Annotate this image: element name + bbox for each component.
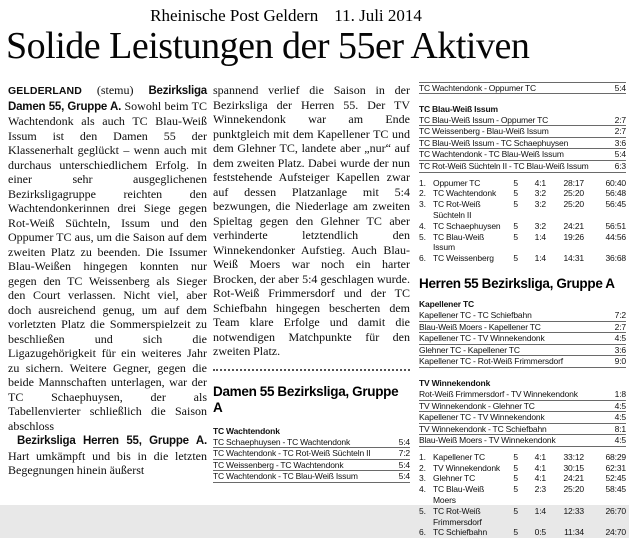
match-row xyxy=(419,389,626,401)
match-score: 2:7 xyxy=(614,126,626,137)
dateline-credit: (stemu) xyxy=(96,83,134,97)
match-row xyxy=(419,356,626,368)
match-pairing: TC Weissenberg - TC Wachtendonk xyxy=(213,459,344,470)
paragraph-herren xyxy=(8,433,207,478)
damen-standings-table xyxy=(419,178,626,264)
article-column-2 xyxy=(213,83,410,505)
standings-sets: 56:48 xyxy=(605,188,626,199)
standings-matchpoints: 11:34 xyxy=(564,527,584,538)
standings-matchpoints: 33:12 xyxy=(563,451,584,462)
standings-team: Kapellener TC xyxy=(433,451,486,462)
match-pairing: TC Blau-Weiß Issum - TC Schaephuysen xyxy=(419,137,569,148)
standings-pos: 3. xyxy=(419,473,426,484)
team-subhead-winnekendonk: TV Winnekendonk xyxy=(419,377,491,388)
dotted-separator xyxy=(213,369,410,371)
standings-sets: 56:45 xyxy=(605,199,626,210)
standings-row xyxy=(419,527,626,538)
section-title-herren: Bezirksliga Herren 55, Gruppe A. xyxy=(17,435,207,447)
standings-played: 5 xyxy=(513,177,518,188)
match-row xyxy=(419,322,626,334)
standings-row xyxy=(419,199,626,221)
match-pairing: Kapellener TC - Rot-Weiß Frimmersdorf xyxy=(419,356,564,367)
section-body-damen: Sowohl beim TC Wachtendonk als auch TC Blau-Weiß Issum ist den Damen 55 der Klassenerhalt geglückt – wenn auch mit durchaus unterschiedlichem Erfolg. In einer sehr ausgeglichenen Bezirksligagruppe reichten den Wachtendonkerinnen drei Siege gegen Rot-Weiß Süchteln, Issum und den Oppumer TC aus, um die Saison auf dem zweiten Platz zu beenden. Die Issumer Blau-Weißen hingegen konnten nur gegen den TC Weissenberg als Sieger den Court verlassen. Nicht viel, aber doch ausreichend genug, um auf dem vorletzten Platz die Sommerspielzeit zu beschließen und sich die Ligazugehörigkeit für ein weiteres Jahr zu sichern. Weitere Gegner, gegen die beide Mannschaften unterlagen, war der TC Schaephuysen, der als Tabellenvierter schließlich die Saison abschloss xyxy=(8,98,207,433)
team-subhead-issum: TC Blau-Weiß Issum xyxy=(419,103,498,114)
match-pairing: Blau-Weiß Moers - TV Winnekendonk xyxy=(419,435,556,446)
match-row xyxy=(419,126,626,138)
standings-points: 1:4 xyxy=(534,505,546,516)
match-score: 5:4 xyxy=(614,149,626,160)
standings-row xyxy=(419,253,626,264)
standings-matchpoints: 30:15 xyxy=(563,462,584,473)
damen-issum-results xyxy=(419,104,626,173)
standings-points: 4:1 xyxy=(534,451,546,462)
herren-winnekendonk-results xyxy=(419,378,626,447)
match-row xyxy=(419,115,626,127)
match-score: 4:5 xyxy=(614,333,626,344)
standings-pos: 1. xyxy=(419,177,426,188)
herren-standings-table xyxy=(419,452,626,538)
standings-sets: 62:31 xyxy=(605,462,626,473)
standings-matchpoints: 24:21 xyxy=(563,220,584,231)
match-row xyxy=(419,333,626,345)
standings-row xyxy=(419,463,626,474)
herren-kapellen-results xyxy=(419,299,626,368)
standings-played: 5 xyxy=(513,231,518,242)
standings-points: 4:1 xyxy=(534,462,546,473)
standings-matchpoints: 25:20 xyxy=(563,484,584,495)
standings-matchpoints: 12:33 xyxy=(563,505,584,516)
match-score: 7:2 xyxy=(398,448,410,459)
standings-row xyxy=(419,452,626,463)
standings-matchpoints: 14:31 xyxy=(563,253,584,264)
match-pairing: Kapellener TC - TC Schiefbahn xyxy=(419,309,532,320)
herren-results-heading: Herren 55 Bezirksliga, Gruppe A xyxy=(419,275,615,291)
standings-points: 3:2 xyxy=(534,188,546,199)
standings-pos: 1. xyxy=(419,451,426,462)
dateline-location: GELDERLAND xyxy=(8,85,82,97)
standings-played: 5 xyxy=(513,188,518,199)
match-row xyxy=(419,161,626,173)
match-pairing: TC Schaephuysen - TC Wachtendonk xyxy=(213,436,351,447)
masthead-date: 11. Juli 2014 xyxy=(334,6,422,25)
match-score: 5:4 xyxy=(398,471,410,482)
standings-pos: 5. xyxy=(419,505,426,516)
standings-team: TC Blau-Weiß Moers xyxy=(433,484,485,506)
standings-played: 5 xyxy=(513,253,518,264)
standings-sets: 24:70 xyxy=(605,527,626,538)
standings-sets: 60:40 xyxy=(605,177,626,188)
masthead xyxy=(0,6,572,26)
standings-pos: 4. xyxy=(419,484,426,495)
standings-team: Oppumer TC xyxy=(433,177,481,188)
standings-sets: 26:70 xyxy=(605,505,626,516)
match-row xyxy=(419,435,626,447)
match-score: 2:7 xyxy=(614,114,626,125)
standings-pos: 4. xyxy=(419,220,426,231)
standings-row xyxy=(419,484,626,506)
standings-sets: 56:51 xyxy=(605,220,626,231)
standings-played: 5 xyxy=(513,484,518,495)
results-column-3 xyxy=(419,82,626,538)
match-pairing: TV Winnekendonk - TC Schiefbahn xyxy=(419,423,547,434)
standings-team: TC Weissenberg xyxy=(433,253,494,264)
match-row xyxy=(419,82,626,94)
standings-team: Glehner TC xyxy=(433,473,476,484)
match-row xyxy=(213,437,410,449)
standings-points: 0:5 xyxy=(534,527,546,538)
article-headline: Solide Leistungen der 55er Aktiven xyxy=(6,25,530,67)
match-row xyxy=(213,448,410,460)
standings-sets: 68:29 xyxy=(605,451,626,462)
standings-points: 4:1 xyxy=(534,177,546,188)
match-row xyxy=(213,471,410,483)
standings-matchpoints: 28:17 xyxy=(563,177,584,188)
match-score: 2:7 xyxy=(614,321,626,332)
standings-played: 5 xyxy=(513,199,518,210)
standings-row xyxy=(419,221,626,232)
standings-played: 5 xyxy=(513,473,518,484)
standings-points: 1:4 xyxy=(534,231,546,242)
match-pairing: TC Blau-Weiß Issum - Oppumer TC xyxy=(419,114,549,125)
match-pairing: TC Wachtendonk - TC Blau-Weiß Issum xyxy=(419,149,564,160)
match-score: 3:6 xyxy=(614,137,626,148)
match-score: 3:6 xyxy=(614,344,626,355)
standings-sets: 44:56 xyxy=(605,231,626,242)
standings-played: 5 xyxy=(513,451,518,462)
match-row xyxy=(419,424,626,436)
match-row xyxy=(419,310,626,322)
match-pairing: TC Rot-Weiß Süchteln II - TC Blau-Weiß Issum xyxy=(419,160,589,171)
standings-team: TC Blau-Weiß Issum xyxy=(433,231,485,253)
standings-row xyxy=(419,232,626,254)
match-pairing: Glehner TC - Kapellener TC xyxy=(419,344,520,355)
match-score: 5:4 xyxy=(614,83,626,93)
standings-matchpoints: 19:26 xyxy=(563,231,584,242)
standings-pos: 6. xyxy=(419,527,426,538)
standings-points: 2:3 xyxy=(534,484,546,495)
match-score: 4:5 xyxy=(614,412,626,423)
match-row xyxy=(419,401,626,413)
match-pairing: Blau-Weiß Moers - Kapellener TC xyxy=(419,321,541,332)
team-subhead-kapellen: Kapellener TC xyxy=(419,298,475,309)
standings-points: 1:4 xyxy=(534,253,546,264)
match-row xyxy=(419,149,626,161)
match-pairing: Rot-Weiß Frimmersdorf - TV Winnekendonk xyxy=(419,388,578,399)
standings-played: 5 xyxy=(513,527,518,538)
standings-team: TC Wachtendonk xyxy=(433,188,497,199)
standings-pos: 6. xyxy=(419,253,426,264)
standings-row xyxy=(419,178,626,189)
standings-played: 5 xyxy=(513,220,518,231)
standings-played: 5 xyxy=(513,505,518,516)
match-pairing: TC Weissenberg - Blau-Weiß Issum xyxy=(419,126,549,137)
standings-matchpoints: 25:20 xyxy=(563,199,584,210)
standings-sets: 36:68 xyxy=(605,253,626,264)
article-column-1 xyxy=(8,83,207,503)
standings-sets: 58:45 xyxy=(605,484,626,495)
standings-team: TC Schiefbahn xyxy=(433,527,488,538)
match-pairing: TC Wachtendonk - TC Blau-Weiß Issum xyxy=(213,471,358,482)
standings-points: 3:2 xyxy=(534,220,546,231)
damen-results-heading: Damen 55 Bezirksliga, Gruppe A xyxy=(213,383,399,415)
damen-wachtendonk-results xyxy=(213,426,410,483)
match-row xyxy=(419,412,626,424)
match-score: 4:5 xyxy=(614,435,626,446)
match-pairing: TC Wachtendonk - Oppumer TC xyxy=(419,83,537,93)
section-title-damen: Bezirksliga Damen 55, Gruppe A. xyxy=(8,85,207,113)
standings-matchpoints: 25:20 xyxy=(563,188,584,199)
match-score: 9:0 xyxy=(614,356,626,367)
standings-played: 5 xyxy=(513,462,518,473)
match-pairing: TV Winnekendonk - Glehner TC xyxy=(419,400,535,411)
match-score: 6:3 xyxy=(614,160,626,171)
standings-points: 4:1 xyxy=(534,473,546,484)
match-pairing: TC Wachtendonk - TC Rot-Weiß Süchteln II xyxy=(213,448,371,459)
match-score: 7:2 xyxy=(614,309,626,320)
standings-row xyxy=(419,473,626,484)
standings-matchpoints: 24:21 xyxy=(563,473,584,484)
match-score: 8:1 xyxy=(614,423,626,434)
match-score: 5:4 xyxy=(398,459,410,470)
standings-team: TC Rot-Weiß Süchteln II xyxy=(433,199,481,220)
standings-team: TV Winnekendonk xyxy=(433,462,501,473)
standings-pos: 2. xyxy=(419,462,426,473)
match-score: 4:5 xyxy=(614,400,626,411)
match-row xyxy=(213,460,410,472)
match-pairing: Kapellener TC - TV Winnekendonk xyxy=(419,333,545,344)
paragraph-damen xyxy=(8,83,207,433)
masthead-source: Rheinische Post Geldern xyxy=(150,6,319,25)
team-subhead-wachtendonk: TC Wachtendonk xyxy=(213,425,280,436)
standings-pos: 3. xyxy=(419,199,426,210)
standings-team: TC Rot-Weiß Frimmersdorf xyxy=(433,505,482,527)
paragraph-herren-continued: spannend verlief die Saison in der Bezirksliga der Herren 55. Der TV Winnekendonk war am Ende punktgleich mit dem Kapellener TC und dem Glehner TC, landete aber „nur“ auf dem zweiten Platz. Dabei wurde der nun feststehende Aufsteiger Kapellen zwar auf dessen Platzanlage mit 5:4 bezwungen, die Niederlage am zweiten Spieltag gegen den Glehner TC aber verhinderte letztendlich den Winnekendonker Aufstieg. Auch Blau-Weiß Moers war noch ein harter Brocken, der aber 5:4 geschlagen wurde. Rot-Weiß Frimmersdorf und der TC Schiefbahn hingegen bescherten dem Team klare Erfolge und damit die notwendigen Matchpunkte für den zweiten Platz. xyxy=(213,83,410,358)
standings-row xyxy=(419,506,626,528)
section-body-herren-part1: Hart umkämpft und bis in die letzten Begegnungen hinein äußerst xyxy=(8,448,207,477)
standings-team: TC Schaephuysen xyxy=(433,220,501,231)
standings-pos: 2. xyxy=(419,188,426,199)
match-score: 1:8 xyxy=(614,388,626,399)
standings-pos: 5. xyxy=(419,231,426,242)
match-score: 5:4 xyxy=(398,436,410,447)
match-row xyxy=(419,345,626,357)
match-row xyxy=(419,138,626,150)
standings-points: 3:2 xyxy=(534,199,546,210)
standings-sets: 52:45 xyxy=(605,473,626,484)
standings-row xyxy=(419,188,626,199)
match-pairing: Kapellener TC - TV Winnekendonk xyxy=(419,412,545,423)
